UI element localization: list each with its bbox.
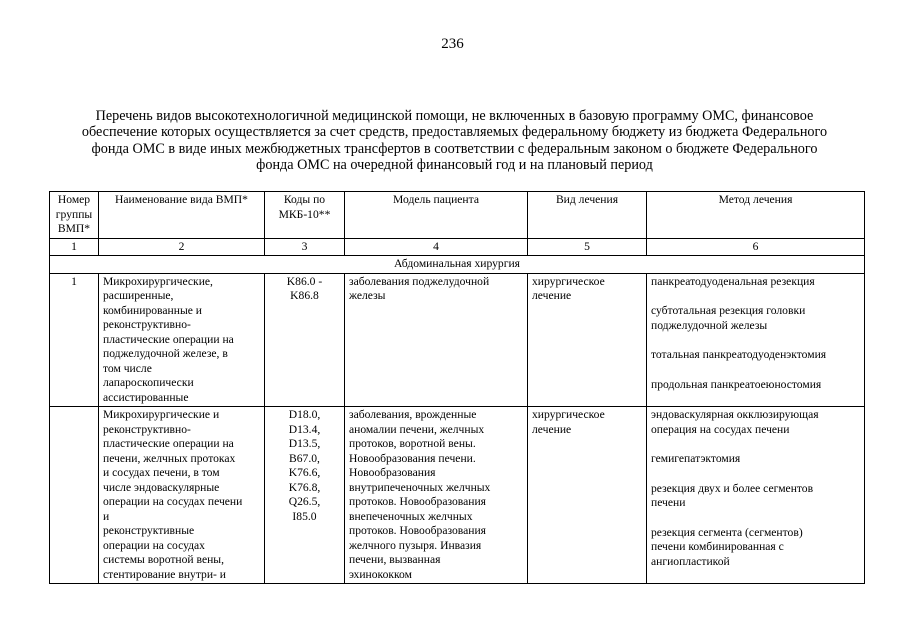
- treatment-type-cell: хирургическое лечение: [528, 407, 647, 584]
- column-number: 4: [345, 238, 528, 256]
- treatment-method-cell: эндоваскулярная окклюзирующая операция на сосудах печени гемигепатэктомия резекция двух и более сегментов печени резекция сегмента (сегментов) печени комбинированная с ангиопластикой: [647, 407, 865, 584]
- vmp-name-cell: Микрохирургические, расширенные, комбинированные и реконструктивно- пластические операции на поджелудочной железе, в том числе лапароскопически ассистированные: [99, 273, 265, 407]
- header-treatment-type: Вид лечения: [528, 192, 647, 239]
- treatment-type-cell: хирургическое лечение: [528, 273, 647, 407]
- treatment-method-cell: панкреатодуоденальная резекция субтотальная резекция головки поджелудочной железы тотальная панкреатодуоденэктомия продольная панкреатоеюностомия: [647, 273, 865, 407]
- title-line: Перечень видов высокотехнологичной медицинской помощи, не включенных в базовую программу ОМС, финансовое: [95, 108, 814, 124]
- section-row: [50, 256, 865, 274]
- column-number: 6: [647, 238, 865, 256]
- header-icd-codes: Коды по МКБ-10**: [265, 192, 345, 239]
- header-row: [50, 192, 865, 239]
- patient-model-cell: заболевания поджелудочной железы: [345, 273, 528, 407]
- column-number: 2: [99, 238, 265, 256]
- icd-codes-cell: D18.0, D13.4, D13.5, B67.0, K76.6, K76.8, Q26.5, I85.0: [265, 407, 345, 584]
- table-row: [50, 273, 865, 407]
- header-patient-model: Модель пациента: [345, 192, 528, 239]
- title-line: фонда ОМС на очередной финансовый год и на плановый период: [256, 157, 653, 174]
- column-number: 3: [265, 238, 345, 256]
- section-title: Абдоминальная хирургия: [50, 256, 865, 274]
- title-line: обеспечение которых осуществляется за счет средств, предоставляемых федеральному бюджету из бюджета Федерального: [81, 124, 828, 141]
- patient-model-cell: заболевания, врожденные аномалии печени, желчных протоков, воротной вены. Новообразования печени. Новообразования внутрипеченочных желчных протоков. Новообразования внепеченочных желчных протоков. Новообразования желчного пузыря. Инвазия печени, вызванная эхинококком: [345, 407, 528, 584]
- document-title: [62, 108, 847, 174]
- group-number-cell: [50, 407, 99, 584]
- group-number-cell: 1: [50, 273, 99, 407]
- vmp-table: [49, 191, 865, 584]
- column-number-row: [50, 238, 865, 256]
- table-row: [50, 407, 865, 584]
- header-treatment-method: Метод лечения: [647, 192, 865, 239]
- header-vmp-name: Наименование вида ВМП*: [99, 192, 265, 239]
- page-number: 236: [441, 36, 464, 52]
- header-group-number: Номер группы ВМП*: [50, 192, 99, 239]
- title-line: фонда ОМС в виде иных межбюджетных трансфертов в соответствии с федеральным законом о бюджете Федерального: [91, 140, 818, 157]
- vmp-name-cell: Микрохирургические и реконструктивно- пластические операции на печени, желчных протоках и сосудах печени, в том числе эндоваскулярные операции на сосудах печени и реконструктивные операции на сосудах системы воротной вены, стентирование внутри- и: [99, 407, 265, 584]
- column-number: 5: [528, 238, 647, 256]
- column-number: 1: [50, 238, 99, 256]
- icd-codes-cell: K86.0 - K86.8: [265, 273, 345, 407]
